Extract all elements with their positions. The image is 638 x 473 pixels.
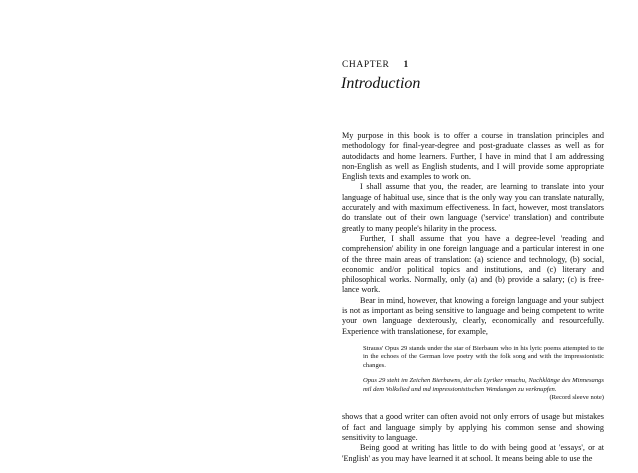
continuation-text [342, 412, 604, 463]
chapter-number: 1 [403, 60, 409, 70]
paragraph: I shall assume that you, the reader, are learning to translate into your language of habitual use, since that is the only way you can translate naturally, accurately and with maximum effectiveness. In fact, however, most translators do translate out of their own language ('service' translation) and contribute greatly to many people's hilarity in the process. [342, 182, 604, 233]
extract-english: Strauss' Opus 29 stands under the star of Bierbaum who in his lyric poems attempted to tie in the echoes of the German love poetry with the folk song and with the impressionistic changes. [363, 344, 604, 369]
chapter-label: CHAPTER [342, 60, 390, 70]
paragraph: My purpose in this book is to offer a course in translation principles and methodology for final-year-degree and post-graduate classes as well as for autodidacts and home learners. Further, I have in mind that I am addressing non-English as well as English students, and I will provide some appropriate English texts and examples to work on. [342, 131, 604, 182]
chapter-heading [342, 60, 409, 70]
paragraph: Further, I shall assume that you have a degree-level 'reading and comprehension' ability in one foreign language and a particular interest in one of the three main areas of translation: (a) science and technology, (b) social, economic and/or political topics and institutions, and (c) literary and philosophical works. Normally, only (a) and (b) provide a salary; (c) is free-lance work. [342, 233, 604, 295]
paragraph: Bear in mind, however, that knowing a foreign language and your subject is not as important as being sensitive to language and being competent to write your own language dexterously, clearly, economically and resourcefully. Experience with translationese, for example, [342, 295, 604, 336]
paragraph: Being good at writing has little to do with being good at 'essays', or at 'English' as you may have learned it at school. It means being able to use the [342, 443, 604, 463]
extract-german: Opus 29 steht im Zeichen Bierbawns, der als Lyriker vmuchu, Nachklänge des Minnesangs mil dem Volkslied und md impressionistischen Wendungen zu verknupfen. [363, 377, 604, 393]
chapter-title: Introduction [341, 75, 421, 92]
paragraph: shows that a good writer can often avoid not only errors of usage but mistakes of fact and language simply by applying his common sense and showing sensitivity to language. [342, 412, 604, 442]
body-text [342, 131, 604, 464]
quoted-extract [363, 345, 604, 402]
extract-source: (Record sleeve note) [549, 393, 604, 401]
